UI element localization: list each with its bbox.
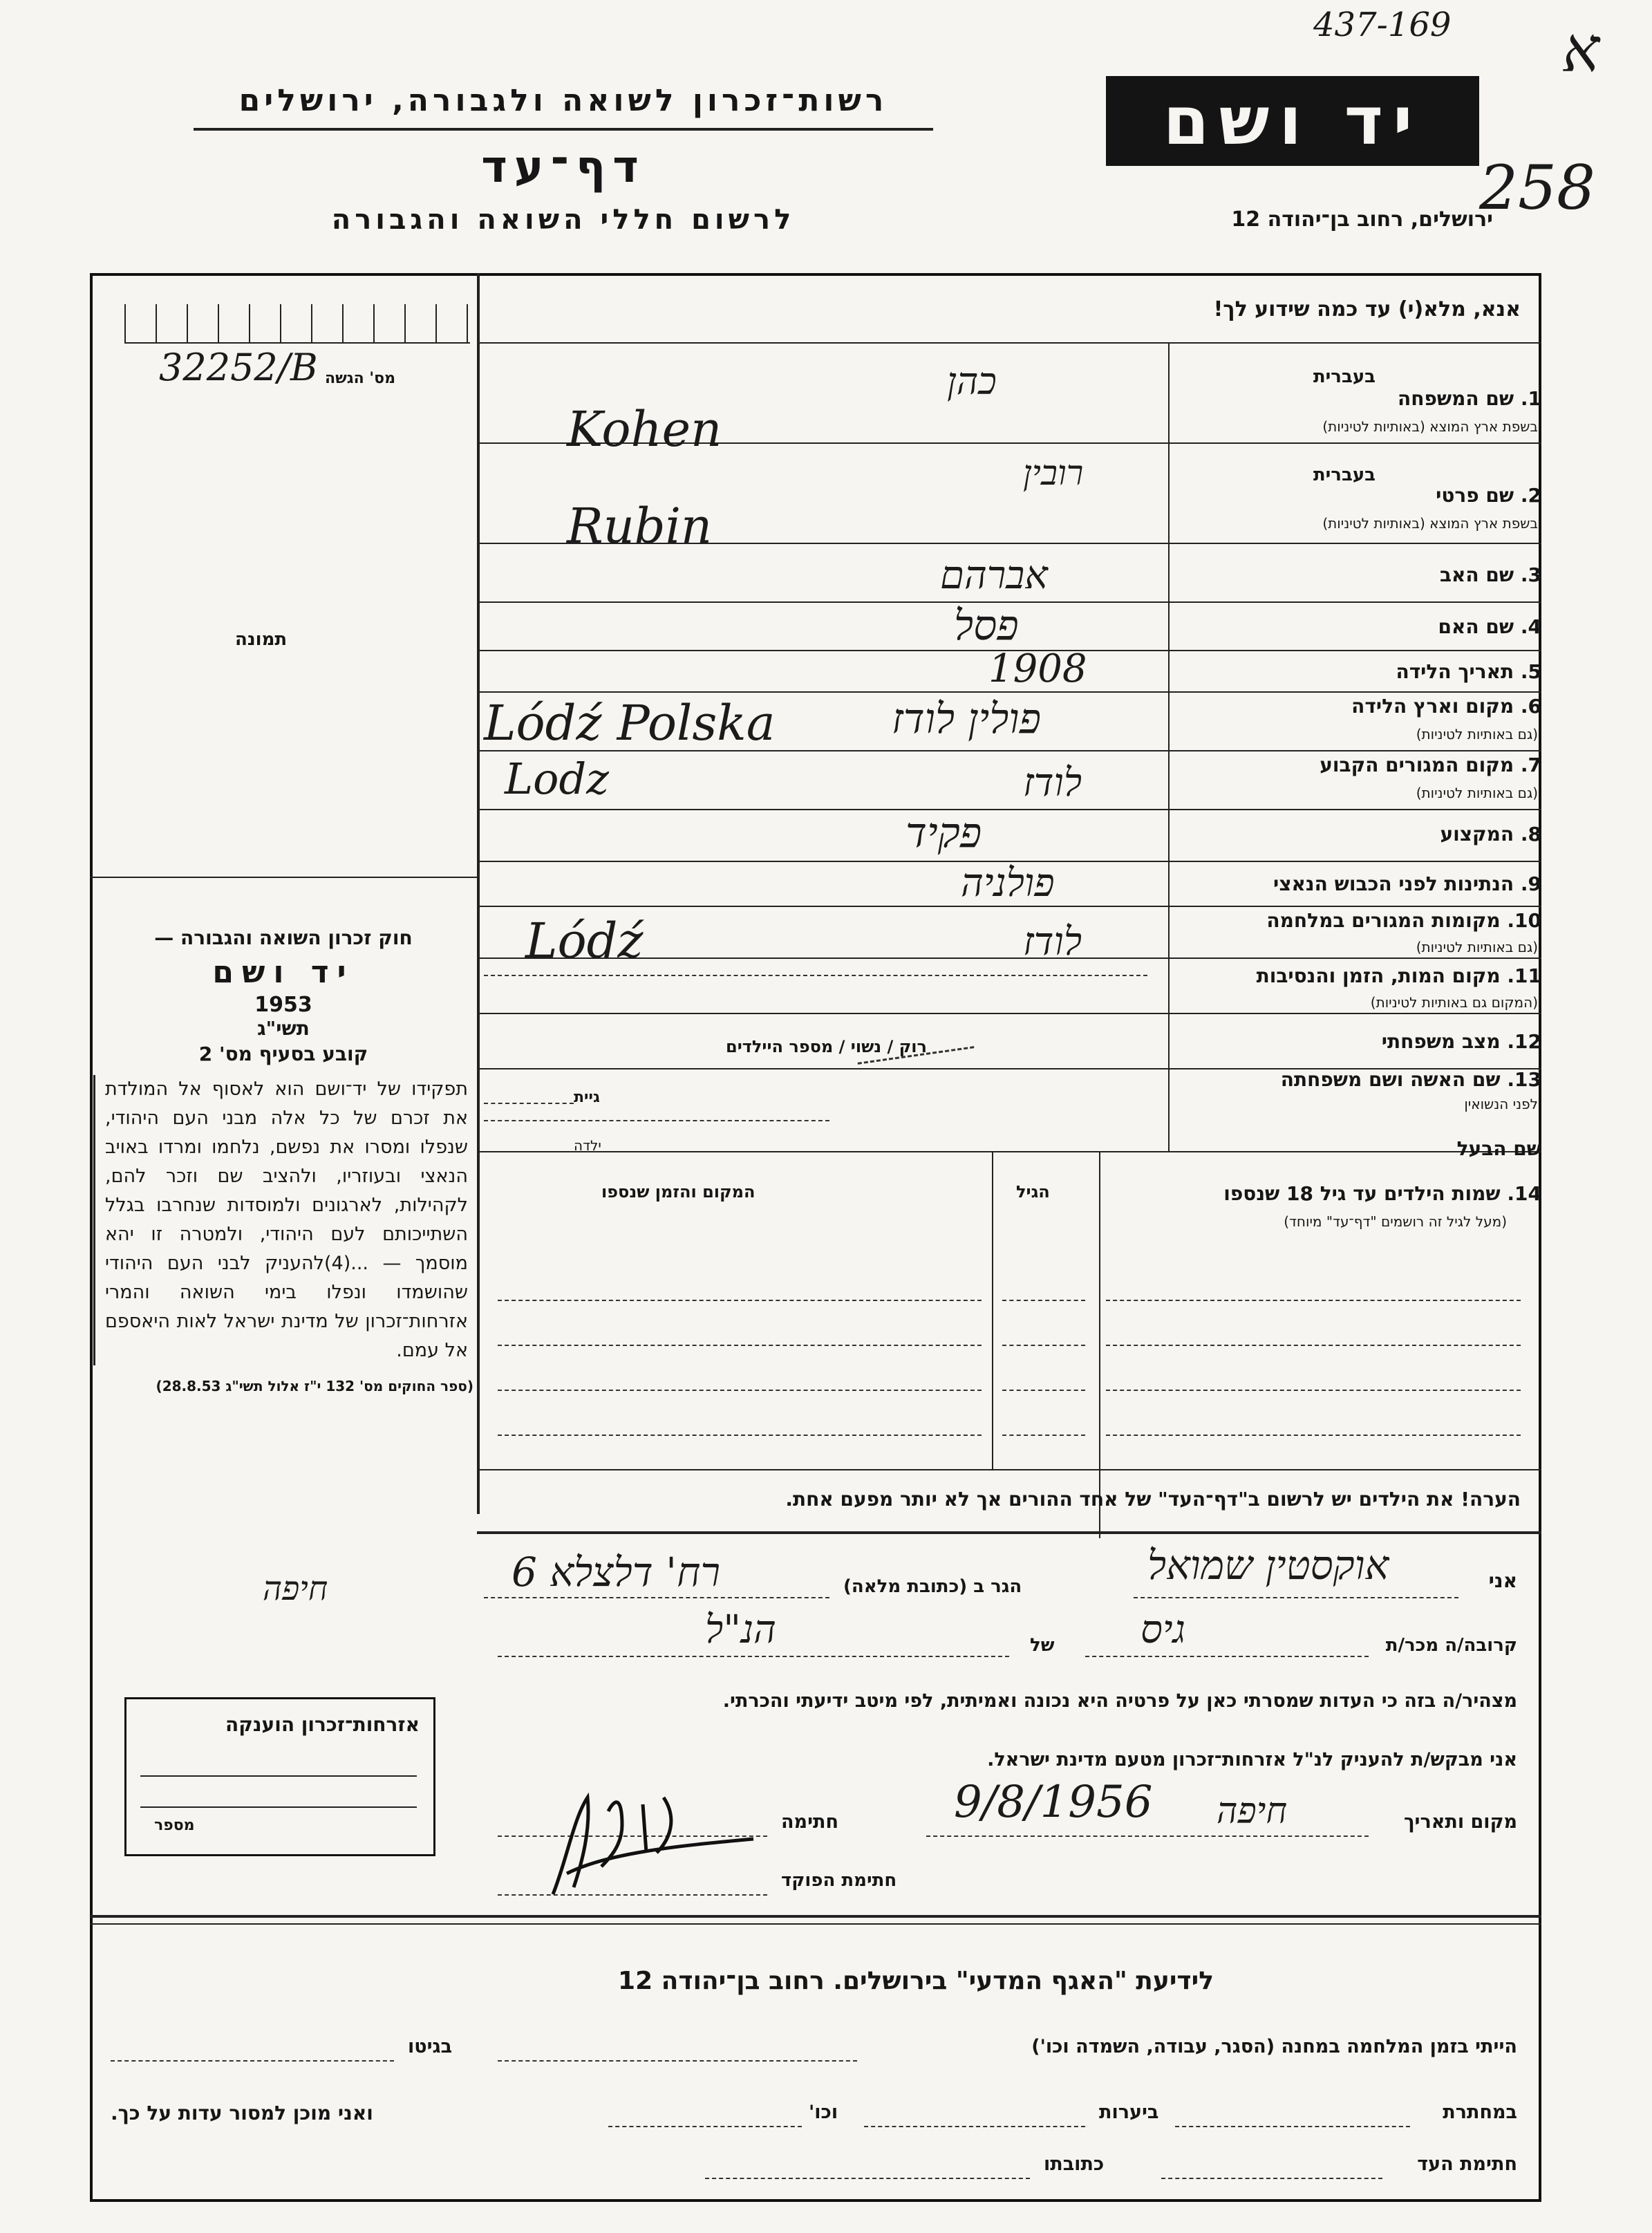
relative-label: קרובה/ה מכר/ת bbox=[1385, 1635, 1517, 1656]
field-11-label: 11. מקום המות, הזמן והנסיבות bbox=[1256, 964, 1541, 987]
children-age-header: הגיל bbox=[1016, 1182, 1050, 1202]
of-label: של bbox=[1030, 1635, 1055, 1656]
relation-value: גיס bbox=[1141, 1607, 1186, 1652]
field-7-hebrew-value: לודז bbox=[1023, 760, 1082, 805]
field-4-label: 4. שם האם bbox=[1438, 615, 1541, 638]
footer-ghetto-label: בגיטו bbox=[408, 2036, 453, 2057]
field-9-hebrew-value: פולניה bbox=[961, 861, 1055, 906]
field-14-label: 14. שמות הילדים עד גיל 18 שנספו bbox=[1223, 1182, 1541, 1205]
field-10-label: 10. מקומות המגורים במלחמה bbox=[1266, 909, 1541, 932]
request-text: אני מבקש/ת להעניק לנ"ל אזרחות־זכרון מטעם מדינת ישראל. bbox=[987, 1749, 1517, 1770]
citizenship-number-label: מספר bbox=[154, 1817, 195, 1834]
field-5-value: 1908 bbox=[988, 646, 1087, 691]
field-9-label: 9. הנתינות לפני הכבוש הנאצי bbox=[1273, 872, 1541, 895]
field-13-label: 13. שם האשה ושם משפחתה bbox=[1280, 1068, 1541, 1091]
law-title: חוק זכרון השואה והגבורה — bbox=[154, 926, 413, 949]
field-6-label: 6. מקום וארץ הלידה bbox=[1351, 695, 1541, 718]
law-name: יד ושם bbox=[212, 955, 355, 990]
place-date-label: מקום ותאריך bbox=[1403, 1811, 1517, 1833]
field-2-note: בשפת ארץ המוצא (באותיות לטיניות) bbox=[1322, 515, 1538, 532]
field-4-hebrew-value: פסל bbox=[954, 601, 1019, 650]
field-2-label: 2. שם פרטי bbox=[1436, 484, 1541, 507]
form-subtitle: לרשום חללי השואה והגבורה bbox=[331, 204, 796, 236]
declarant-address: רח' דלצלא 6 bbox=[511, 1549, 720, 1596]
field-3-hebrew-value: אברהם bbox=[940, 553, 1048, 598]
footer-forests-label: ביערות bbox=[1099, 2102, 1159, 2123]
field-2-hebrew-value: רובין bbox=[1023, 453, 1084, 493]
file-number-annotation: 437-169 bbox=[1313, 6, 1452, 44]
field-3-label: 3. שם האב bbox=[1439, 563, 1541, 586]
declaration-ani-label: אני bbox=[1488, 1569, 1517, 1592]
declarant-name: אוקסטין שמואל bbox=[1147, 1542, 1389, 1589]
field-10-latin-value: Lódź bbox=[525, 913, 644, 969]
photo-label: תמונה bbox=[235, 629, 288, 650]
field-10-note: (גם באותיות לטיניות) bbox=[1416, 939, 1538, 955]
field-8-label: 8. המקצוע bbox=[1440, 823, 1541, 845]
born-label: ילדה bbox=[574, 1137, 601, 1154]
declarant-signature bbox=[525, 1756, 788, 1915]
field-14-note: (מעל לגיל זה רושמים "דף־עד" מיוחד) bbox=[1284, 1213, 1507, 1230]
margin-place-annotation: חיפה bbox=[263, 1569, 328, 1608]
institution-name: רשות־זכרון לשואה ולגבורה, ירושלים bbox=[238, 83, 888, 118]
field-1-sublabel: בעברית bbox=[1313, 366, 1376, 387]
serial-label: מס' הגשה bbox=[325, 370, 396, 387]
footer-witness-address-label: כתובתו bbox=[1044, 2153, 1105, 2175]
field-5-label: 5. תאריך הלידה bbox=[1396, 660, 1541, 683]
footer-underground-label: במחתרת bbox=[1443, 2102, 1517, 2123]
field-8-hebrew-value: פקיד bbox=[905, 809, 982, 857]
marital-options: רוק / נשוי / מספר היילדים bbox=[726, 1037, 927, 1056]
law-year-gregorian: 1953 bbox=[254, 993, 312, 1017]
field-1-latin-value: Kohen bbox=[567, 401, 722, 458]
note-bar: הערה! את הילדים יש לרשום ב"דף־העד" של אחד ההורים אך לא יותר מפעם אחת. bbox=[785, 1488, 1521, 1511]
left-column-divider bbox=[477, 273, 480, 1514]
field-6-hebrew-value: פולין לודז bbox=[892, 695, 1042, 743]
field-7-note: (גם באותיות לטיניות) bbox=[1416, 785, 1538, 801]
address-line: ירושלים, רחוב בן־יהודה 12 bbox=[1231, 207, 1493, 232]
place-value: חיפה bbox=[1217, 1791, 1288, 1832]
officer-signature-label: חתימת הפוקד bbox=[781, 1870, 897, 1891]
footer-camp-label: הייתי בזמן המלחמה במחנה (הסגר, עבודה, השמדה וכו') bbox=[1031, 2036, 1517, 2057]
form-title: דף־עד bbox=[481, 142, 646, 193]
field-6-note: (גם באותיות לטיניות) bbox=[1416, 726, 1538, 742]
page-number-annotation: 258 bbox=[1479, 152, 1595, 223]
law-panel bbox=[93, 926, 473, 1535]
footer-etc-label: וכו' bbox=[809, 2102, 838, 2123]
footer-title: לידיעת "האגף המדעי" בירושלים. רחוב בן־יהודה 12 bbox=[618, 1967, 1214, 1995]
wife-label: גיית bbox=[574, 1089, 600, 1106]
institution-underline bbox=[194, 128, 933, 131]
label-column-divider bbox=[1168, 342, 1170, 1151]
statement-text: מצהיר/ה בזה כי העדות שמסרתי כאן על פרטיה היא נכונה ואמיתית, לפי מיטב ידיעתי והכרתי. bbox=[722, 1690, 1517, 1712]
law-clause: קובע בסעיף מס' 2 bbox=[198, 1043, 368, 1065]
corner-letter-annotation: א bbox=[1562, 14, 1600, 86]
field-1-hebrew-value: כהן bbox=[947, 359, 997, 403]
field-2-sublabel: בעברית bbox=[1313, 465, 1376, 485]
yad-vashem-logo bbox=[1106, 76, 1479, 166]
field-6-latin-value: Lódź Polska bbox=[484, 695, 776, 751]
of-value: הנ"ל bbox=[705, 1607, 776, 1652]
footer-witness-signature-label: חתימת העד bbox=[1417, 2153, 1517, 2175]
date-value: 9/8/1956 bbox=[954, 1777, 1153, 1828]
resides-label: הגר ב (כתובת מלאה) bbox=[843, 1576, 1022, 1597]
children-place-header: המקום והזמן שנספו bbox=[601, 1182, 755, 1202]
serial-value: 32252/B bbox=[159, 346, 318, 389]
children-age-divider bbox=[992, 1151, 993, 1469]
field-13-note: לפני הנשואין bbox=[1464, 1096, 1538, 1112]
intro-divider bbox=[477, 342, 1541, 344]
field-7-latin-value: Lodz bbox=[505, 754, 609, 804]
citizenship-title: אזרחות־זכרון הוענקה bbox=[225, 1713, 420, 1736]
field-1-note: בשפת ארץ המוצא (באותיות לטיניות) bbox=[1322, 418, 1538, 435]
photo-bottom-line bbox=[90, 877, 477, 878]
field-12-label: 12. מצב משפחתי bbox=[1381, 1030, 1541, 1053]
law-year-hebrew: תשי"ג bbox=[257, 1017, 310, 1040]
husband-label: שם הבעל bbox=[1456, 1137, 1541, 1160]
field-7-label: 7. מקום המגורים הקבוע bbox=[1320, 754, 1541, 776]
field-11-note: (המקום גם באותיות לטיניות) bbox=[1370, 994, 1538, 1011]
logo-text: יד ושם bbox=[1163, 82, 1423, 160]
law-source: (ספר החוקים מס' 132 י"ז אלול תשי"ג 28.8.53) bbox=[156, 1378, 473, 1394]
field-10-hebrew-value: לודז bbox=[1023, 919, 1082, 964]
field-1-label: 1. שם המשפחה bbox=[1398, 387, 1541, 410]
serial-comb bbox=[124, 304, 470, 344]
law-quote: תפקידו של יד־ושם הוא לאסוף אל המולדת את זכרם של כל אלה מבני העם היהודי, שנפלו ומסרו את נפשם, נלחמו ומרדו באויב הנאצי ובעוזריו, ולהציב שם וזכר להם, לקהילות, לארגונים ולמוסדות שנחרבו בגלל השתייכותם לעם היהודי, ולמטרה זו יהא מוסמך — ...(4)להעניק לבני העם היהודי שהושמדו ונפלו בימי השואה והמרי אזרחות־זכרון של מדינת ישראל לאות היאספם אל עמם. bbox=[93, 1075, 473, 1365]
footer-testimony-label: ואני מוכן למסור עדות על כך. bbox=[111, 2102, 373, 2124]
intro-text: אנא, מלא(י) עד כמה שידוע לך! bbox=[1213, 297, 1521, 321]
children-label-divider bbox=[1099, 1151, 1100, 1538]
signature-label: חתימה bbox=[781, 1811, 839, 1833]
citizenship-box bbox=[124, 1697, 435, 1856]
field-2-latin-value: Rubin bbox=[567, 498, 713, 554]
